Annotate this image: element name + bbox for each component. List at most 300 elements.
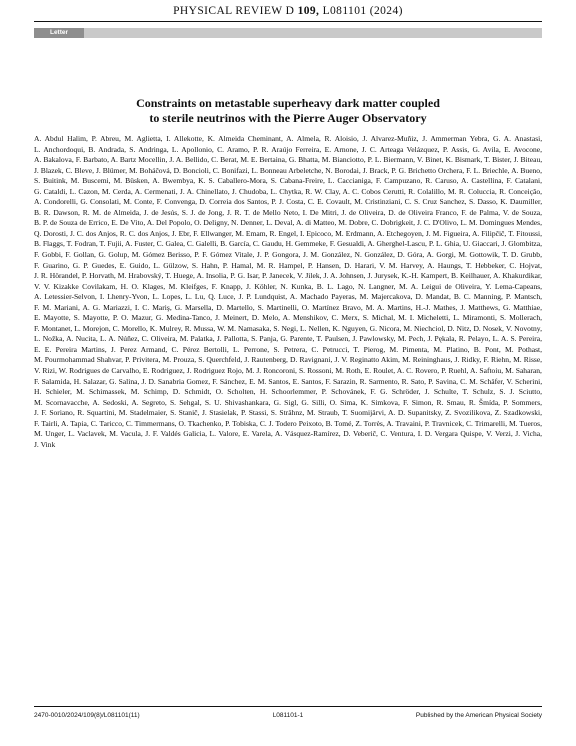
author-name: J. Pallotta,	[216, 334, 249, 344]
author-name: T. Hebbeker,	[465, 260, 507, 270]
author-name: B. Andrada,	[88, 144, 127, 154]
author-name: M. Niechciol,	[403, 323, 446, 333]
author-name: T. Fodran,	[66, 239, 98, 249]
author-name: F. Gobbi,	[34, 250, 63, 260]
author-name: G. Salina,	[109, 376, 140, 386]
author-name: L. Gülzow,	[153, 260, 189, 270]
author-name: R. Šmída,	[468, 397, 501, 407]
author-name: L. Bonneau Arbeletche,	[251, 165, 324, 175]
author-name: J. Vink	[34, 439, 56, 449]
author-name: C. Hojvat,	[509, 260, 542, 270]
footer-issn: 2470-0010/2024/109(8)/L081101(11)	[34, 712, 140, 719]
author-name: M. Cerda,	[101, 186, 133, 196]
author-name: M. Aglietta,	[124, 134, 163, 143]
author-name: M. Gómez Berisso,	[131, 250, 192, 260]
author-name: L. Cazon,	[69, 186, 100, 196]
author-name: J. Pawlowsky,	[352, 334, 396, 344]
author-name: Z. Torrès,	[355, 418, 385, 428]
author-name: V. de Souza,	[502, 207, 543, 217]
author-name: Y. Lema-Capeans,	[485, 281, 543, 291]
author-name: S. Michal,	[362, 313, 396, 323]
author-name: H. Schieler,	[34, 387, 72, 397]
author-name: J. Stasielak,	[201, 408, 239, 418]
author-name: J. Jurysek,	[367, 271, 400, 281]
journal-volume: 109,	[297, 5, 320, 17]
author-name: M. Emam,	[235, 228, 268, 238]
author-name: M. R. Coluccia,	[447, 186, 497, 196]
author-name: A. Insolia,	[196, 271, 229, 281]
author-name: G. A. Anastasi,	[493, 134, 543, 143]
author-name: I. D. Vergara Quispe,	[417, 429, 484, 439]
author-name: O. Martínez Bravo,	[301, 302, 363, 312]
author-name: A. Haungs,	[427, 260, 463, 270]
author-name: C. Galea,	[156, 239, 185, 249]
author-name: L. Miramonti,	[453, 313, 497, 323]
author-name: N. Denner,	[231, 218, 265, 228]
author-name: S. Strähnz,	[270, 408, 305, 418]
author-name: L. M. Domingues Mendes,	[460, 218, 542, 228]
author-name: D. Góra,	[397, 250, 425, 260]
author-name: M. Roth,	[335, 366, 363, 376]
author-name: C. Pérez Bertolli,	[171, 344, 229, 354]
author-name: M. Boháčová,	[128, 165, 172, 175]
author-name: A. Bartz Mocellin,	[110, 155, 168, 165]
author-name: A. Letessier-Selvon,	[34, 292, 97, 302]
author-name: U. Giaccari,	[462, 239, 500, 249]
author-name: J. Blümer,	[95, 165, 127, 175]
author-name: T. Suomijärvi,	[341, 408, 386, 418]
author-name: F. Gesualdi,	[329, 239, 366, 249]
author-name: J. A. Chinellato,	[179, 186, 230, 196]
author-name: I. Lhenry-Yvon,	[99, 292, 150, 302]
author-name: T. Pierog,	[353, 344, 386, 354]
author-name: M. A. Leigui de Oliveira,	[399, 281, 482, 291]
author-name: J. Ammerman Yebra,	[422, 134, 490, 143]
author-name: I. Epicoco,	[300, 228, 334, 238]
author-name: H. Salazar,	[73, 376, 107, 386]
author-name: K. Mulrey,	[149, 323, 183, 333]
author-name: B. P. de Souza de Errico,	[34, 218, 110, 228]
author-name: E. Varela,	[242, 429, 273, 439]
author-name: C. S. Cruz Sanchez,	[404, 197, 467, 207]
author-name: G. Consolati,	[80, 197, 121, 207]
author-name: B. García,	[220, 239, 251, 249]
footer-publisher: Published by the American Physical Society	[415, 712, 542, 719]
author-name: D. Martello,	[216, 302, 255, 312]
author-name: M. Scornavacche,	[34, 397, 90, 407]
author-name: S. Rossoni,	[298, 366, 334, 376]
author-name: F. Montanet,	[34, 323, 73, 333]
author-name: S. Hahn,	[191, 260, 220, 270]
author-name: V. Verzi,	[486, 429, 513, 439]
author-name: M. Schimassek,	[76, 387, 127, 397]
author-name: A. Machado Payeras,	[289, 292, 357, 302]
author-name: P. Schovánek,	[321, 387, 367, 397]
author-name: V. V. Kizakke Covilakam,	[34, 281, 118, 291]
author-name: A. C. Rovero,	[396, 366, 440, 376]
author-name: B. L. Lago,	[316, 281, 355, 291]
author-name: L. Apollonio,	[171, 144, 214, 154]
author-name: F. Catalani,	[506, 176, 543, 186]
author-name: J. Köhler,	[246, 281, 277, 291]
author-name: K. Daumiller,	[500, 197, 543, 207]
author-name: E. Mayotte,	[34, 313, 71, 323]
author-name: F. Ellwanger,	[193, 228, 234, 238]
author-name: N. González,	[354, 250, 395, 260]
author-name: E. Roulet,	[364, 366, 396, 376]
author-name: W. Rodrigues de Carvalho,	[58, 366, 141, 376]
author-name: M. A. Martins,	[365, 302, 413, 312]
author-name: D. Veberič,	[343, 429, 378, 439]
author-name: G. Golup,	[98, 250, 130, 260]
title-line-2: to sterile neutrinos with the Pierre Auger Observatory	[149, 111, 427, 125]
author-name: I. Allekotte,	[166, 134, 204, 143]
author-name: N. Langner,	[357, 281, 396, 291]
author-name: K. Nguyen,	[332, 323, 368, 333]
author-name: M. Hrabovský,	[117, 271, 164, 281]
author-name: N. Borodai,	[325, 165, 361, 175]
author-name: D. de Oliveira Franco,	[388, 207, 459, 217]
author-name: R. C. dos Anjos,	[119, 228, 170, 238]
author-name: W. M. Namasaka,	[217, 323, 272, 333]
author-name: F. Riehn,	[483, 355, 511, 365]
author-name: M. Buscemi,	[70, 176, 111, 186]
footer-rule	[34, 706, 542, 707]
author-name: J. Perez Armand,	[110, 344, 168, 354]
author-name: J. D. Sanabria Gomez,	[141, 376, 211, 386]
author-name: P. R. Araújo Ferreira,	[252, 144, 322, 154]
author-name: A. Saftoiu,	[470, 366, 504, 376]
author-name: P. Horvath,	[81, 271, 116, 281]
author-name: J. M. Figueira,	[425, 228, 471, 238]
author-name: J. Glombitza,	[501, 239, 543, 249]
author-name: A. C. Cobos Cerutti,	[342, 186, 406, 196]
author-name: R. Squartini,	[77, 408, 117, 418]
author-name: A. Vásquez-Ramírez,	[274, 429, 341, 439]
author-name: J. R. Hörandel,	[34, 271, 80, 281]
author-name: B. R. Dawson,	[34, 207, 80, 217]
author-name: R. W. Clay,	[305, 186, 341, 196]
author-name: C. E. Covault,	[307, 197, 352, 207]
author-name: M. Stadelmaier,	[118, 408, 168, 418]
author-name: M. Conte,	[123, 197, 155, 207]
author-name: S. Stanič,	[170, 408, 200, 418]
author-name: R. Conceição,	[499, 186, 543, 196]
author-name: A. Castellina,	[461, 176, 504, 186]
author-name: M. Bianciotto,	[321, 155, 366, 165]
author-name: V. Binet,	[416, 155, 444, 165]
author-name: F. Gollan,	[65, 250, 96, 260]
author-name: A. Filipčič,	[471, 228, 507, 238]
author-name: L. A. Núñez,	[99, 334, 140, 344]
author-name: C. M. Schäfer,	[460, 376, 505, 386]
author-name: F. Guarino,	[34, 260, 70, 270]
author-name: J. Schulte,	[424, 387, 459, 397]
author-name: M. Saharan,	[505, 366, 542, 376]
author-name: M. Straub,	[306, 408, 340, 418]
author-name: J. de Jesús,	[143, 207, 180, 217]
author-name: M. Pech,	[397, 334, 426, 344]
author-name: J. Meinert,	[215, 313, 249, 323]
author-name: D. Nosek,	[473, 323, 504, 333]
author-name: C. Berat,	[211, 155, 239, 165]
author-name: M. Gottowik,	[458, 250, 500, 260]
author-name: B. Pont,	[473, 344, 501, 354]
author-name: S. Andringa,	[129, 144, 169, 154]
author-name: J. Rodriguez Rojo,	[186, 366, 244, 376]
author-name: R. Colalillo,	[408, 186, 446, 196]
author-name: S. Cabana-Freire,	[270, 176, 325, 186]
author-name: P. Hansen,	[307, 260, 341, 270]
author-name: V. Novotny,	[505, 323, 542, 333]
author-name: M. Platino,	[433, 344, 470, 354]
author-name: D. Boncioli,	[173, 165, 211, 175]
author-name: B. Flaggs,	[34, 239, 65, 249]
author-name: P. L. Ghia,	[428, 239, 461, 249]
author-name: M. E. Bertaina,	[240, 155, 287, 165]
author-name: V. Scherini,	[506, 376, 543, 386]
author-name: F. de Palma,	[461, 207, 501, 217]
author-name: G. Matthiae,	[502, 302, 543, 312]
author-name: R. Caruso,	[425, 176, 459, 186]
header-rule	[34, 21, 542, 22]
author-name: C. Morello,	[112, 323, 148, 333]
author-name: S. Querchfeld,	[198, 355, 243, 365]
author-name: C. Ventura,	[380, 429, 416, 439]
author-name: V. Rizi,	[34, 366, 57, 376]
author-name: K. Almeida Cheminant,	[207, 134, 283, 143]
author-name: J. Brack,	[362, 165, 390, 175]
section-tag: Letter	[34, 28, 84, 38]
author-name: J. A. Johnsen,	[323, 271, 366, 281]
author-name: F. Tairli,	[34, 418, 60, 428]
author-name: J. C. dos Anjos,	[69, 228, 118, 238]
author-name: C. Petrucci,	[311, 344, 350, 354]
author-name: A. Almela,	[286, 134, 321, 143]
author-name: Z. Svozilikova,	[445, 408, 493, 418]
author-name: V. Jilek,	[296, 271, 322, 281]
author-name: L. Chytka,	[270, 186, 303, 196]
author-name: A. Gorgi,	[426, 250, 456, 260]
author-name: C. Taricco,	[90, 418, 124, 428]
author-name: B. Tomé,	[325, 418, 354, 428]
author-name: C. Merx,	[331, 313, 360, 323]
author-name: G. P. Guedes,	[72, 260, 117, 270]
section-bar	[34, 28, 542, 38]
author-name: A. Cermenati,	[134, 186, 178, 196]
footer-page-number: L081101-1	[272, 712, 304, 719]
author-name: F. Convenga,	[156, 197, 197, 207]
author-name: D. Ravignani,	[290, 355, 333, 365]
author-name: M. J. Roncoroni,	[245, 366, 297, 376]
author-name: P. Tobiska,	[225, 418, 258, 428]
author-name: J. Blazek,	[34, 165, 64, 175]
author-name: R. M. de Almeida,	[82, 207, 142, 217]
author-name: J. C. D'Olivo,	[416, 218, 459, 228]
author-name: A. Bueno,	[511, 165, 542, 175]
author-name: P. Mantsch,	[505, 292, 543, 302]
author-name: J. Chudoba,	[231, 186, 269, 196]
paper-title	[60, 96, 516, 126]
author-name: P. Ruehl,	[441, 366, 469, 376]
author-name: P. Abreu,	[91, 134, 121, 143]
author-name: M. R. Hampel,	[256, 260, 305, 270]
author-name: D. Correia dos Santos,	[199, 197, 270, 207]
author-name: A. Menshikov,	[282, 313, 329, 323]
author-name: G. Parente,	[280, 334, 315, 344]
author-name: C. Galelli,	[186, 239, 219, 249]
author-name: M. Pothast,	[505, 344, 543, 354]
author-name: P. J. Costa,	[271, 197, 306, 207]
author-name: A. Segreto,	[131, 397, 167, 407]
author-name: F. L. Briechle,	[466, 165, 510, 175]
author-name: E. E. Pereira Martins,	[34, 344, 107, 354]
author-name: L. Nellen,	[300, 323, 331, 333]
author-name: P. L. Biermann,	[367, 155, 416, 165]
author-name: J. F. Soriano,	[34, 408, 75, 418]
author-name: M. Dobre,	[338, 218, 370, 228]
author-name: L. Perrone,	[233, 344, 270, 354]
author-name: J. A. Bellido,	[169, 155, 210, 165]
author-name: S. Buitink,	[34, 176, 68, 186]
author-name: M. Prouza,	[162, 355, 197, 365]
author-name: E. Arnone,	[324, 144, 359, 154]
author-name: B. Keilhauer,	[451, 271, 492, 281]
author-name: L. A. S. Pereira,	[492, 334, 543, 344]
author-name: A. Abdul Halim,	[34, 134, 88, 143]
author-name: T. Huege,	[165, 271, 195, 281]
author-name: A. Gherghel-Lascu,	[367, 239, 427, 249]
article-id: L081101 (2024)	[322, 5, 403, 17]
author-name: A. Etchegoyen,	[376, 228, 424, 238]
author-name: H.-J. Mathes,	[415, 302, 458, 312]
author-name: P. Sommers,	[503, 397, 543, 407]
author-name: L. Anchordoqui,	[34, 144, 86, 154]
author-name: J. Biteau,	[513, 155, 543, 165]
author-name: A. Bwembya,	[152, 176, 196, 186]
author-name: D. Nitz,	[447, 323, 472, 333]
author-name: R. Sarmento,	[359, 376, 400, 386]
author-name: F. Simon,	[403, 397, 434, 407]
author-name: I. C. Mariş,	[134, 302, 172, 312]
author-name: L. Valore,	[209, 429, 241, 439]
author-name: D. Harari,	[344, 260, 376, 270]
author-list	[34, 134, 542, 450]
author-name: M. Kleifges,	[168, 281, 209, 291]
author-name: T. Bister,	[484, 155, 512, 165]
author-name: E. De Vito,	[111, 218, 146, 228]
author-name: C. Dobrigkeit,	[371, 218, 415, 228]
author-name: J. Matthews,	[460, 302, 500, 312]
author-name: D. Melo,	[251, 313, 280, 323]
author-name: G. Silli,	[301, 397, 327, 407]
page-footer	[34, 712, 542, 722]
author-name: L. Morejon,	[74, 323, 111, 333]
author-name: S. Panja,	[251, 334, 279, 344]
author-name: P. G. Isar,	[230, 271, 260, 281]
author-name: S. U. Shivashankara,	[204, 397, 271, 407]
author-name: M. Tueros,	[508, 418, 542, 428]
author-name: M. Reininghaus,	[402, 355, 453, 365]
author-name: P. Janecek,	[261, 271, 296, 281]
author-name: P. Savina,	[428, 376, 458, 386]
author-name: E. Guido,	[119, 260, 151, 270]
author-name: C. J. Todero Peixoto,	[259, 418, 324, 428]
author-name: O. Deligny,	[194, 218, 230, 228]
author-name: S. Negi,	[273, 323, 298, 333]
author-name: N. Kunka,	[280, 281, 314, 291]
author-name: F. Barbato,	[75, 155, 109, 165]
author-name: T. Fujii,	[99, 239, 124, 249]
author-name: K. Simkova,	[360, 397, 400, 407]
author-name: P. Privitera,	[125, 355, 161, 365]
author-name: J. C. Arteaga Velázquez,	[361, 144, 440, 154]
author-name: M. Unger,	[34, 429, 66, 439]
author-name: M. Pimenta,	[389, 344, 430, 354]
author-name: J. Ridky,	[454, 355, 482, 365]
journal-name: PHYSICAL REVIEW D	[173, 5, 295, 17]
author-name: R. Mussa,	[184, 323, 216, 333]
author-name: D. Mandat,	[415, 292, 451, 302]
author-name: S. Petrera,	[273, 344, 308, 354]
author-name: A. Khakurdikar,	[492, 271, 543, 281]
author-name: S. Sehgal,	[169, 397, 202, 407]
author-name: G. Bhatta,	[288, 155, 320, 165]
author-name: J. P. Gongora,	[256, 250, 301, 260]
author-name: E. Santos,	[292, 376, 324, 386]
author-name: Z. Szadkowski,	[494, 408, 543, 418]
author-name: E. Avocone,	[504, 144, 542, 154]
author-name: J. de Oliveira,	[341, 207, 386, 217]
author-name: C. Bleve,	[65, 165, 94, 175]
author-name: C. Bonifazi,	[212, 165, 250, 175]
author-name: C. Timmermans,	[125, 418, 177, 428]
author-name: K. Bismark,	[445, 155, 483, 165]
author-name: A. G. Mariazzi,	[82, 302, 132, 312]
author-name: R. Sato,	[401, 376, 427, 386]
author-name: R. Engel,	[269, 228, 298, 238]
author-name: L. Nožka,	[34, 334, 65, 344]
author-name: P. G. Brichetto Orchera,	[391, 165, 465, 175]
author-name: T. D. Grubb,	[502, 250, 542, 260]
author-name: P. Assis,	[442, 144, 470, 154]
author-name: P. F. Gómez Vitale,	[194, 250, 255, 260]
author-name: G. Avila,	[472, 144, 501, 154]
author-name: P. Hamal,	[222, 260, 254, 270]
author-name: A. Nucita,	[66, 334, 98, 344]
author-name: S. Martinelli,	[257, 302, 299, 312]
author-name: J. Rautenberg,	[244, 355, 288, 365]
author-name: P. Stassi,	[240, 408, 269, 418]
author-name: J. Vicha,	[515, 429, 543, 439]
author-name: D. Schmidt,	[172, 387, 212, 397]
author-name: C. Aramo,	[217, 144, 250, 154]
running-header	[0, 5, 576, 17]
author-name: Q. Dorosti,	[34, 228, 68, 238]
author-name: G. Nicora,	[369, 323, 402, 333]
author-name: S. Mayotte,	[73, 313, 110, 323]
author-name: J. Pękala,	[427, 334, 457, 344]
author-name: A. Travaini,	[386, 418, 423, 428]
author-name: K. S. Caballero-Mora,	[198, 176, 268, 186]
author-name: M. Schimp,	[130, 387, 169, 397]
author-name: P. Travnicek,	[424, 418, 464, 428]
author-name: F. G. Schröder,	[370, 387, 421, 397]
author-name: M. Risse,	[513, 355, 543, 365]
author-name: K.-H. Kampert,	[401, 271, 449, 281]
author-name: A. D. Supanitsky,	[387, 408, 443, 418]
author-name: C. Oliveira,	[141, 334, 178, 344]
